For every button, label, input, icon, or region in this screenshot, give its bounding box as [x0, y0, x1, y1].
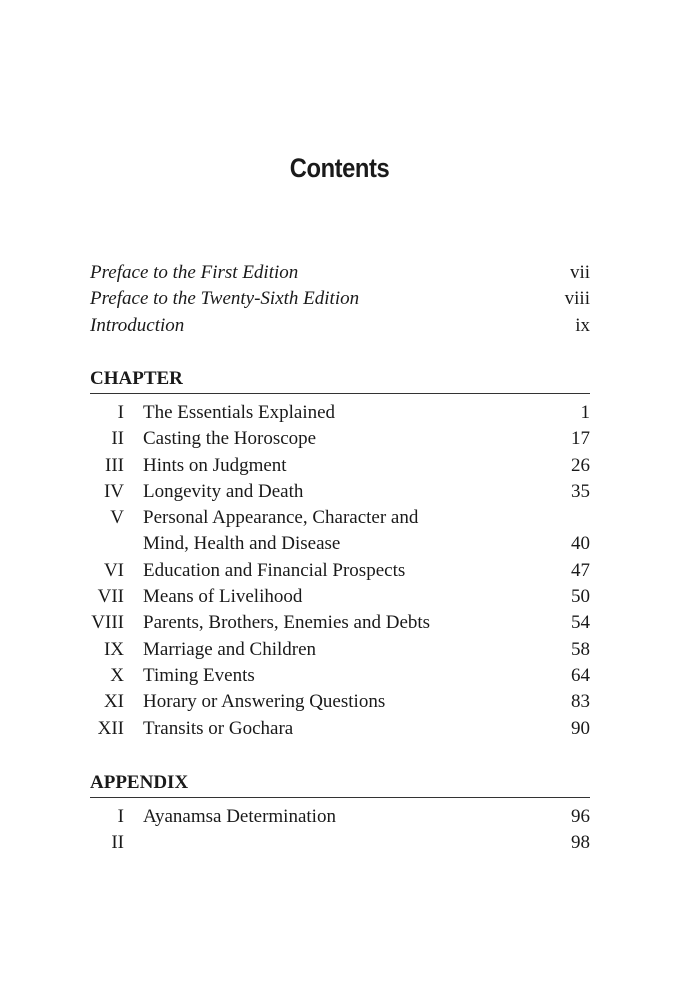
chapter-entry[interactable]	[90, 584, 590, 610]
prelims-list	[90, 260, 590, 339]
appendix-section	[90, 770, 590, 857]
appendix-page: 96	[571, 806, 590, 827]
prelim-page: ix	[575, 314, 590, 336]
chapter-number: V	[110, 507, 124, 529]
chapter-page: 35	[571, 480, 590, 502]
prelim-page: viii	[564, 288, 590, 310]
chapter-page: 83	[571, 691, 590, 713]
appendix-title: Ayanamsa Determination	[143, 806, 336, 827]
chapter-number: XI	[103, 691, 124, 713]
appendix-page: 98	[571, 832, 590, 854]
chapter-title	[124, 505, 540, 558]
chapter-title: Parents, Brothers, Enemies and Debts	[143, 612, 431, 634]
appendix-entry[interactable]	[90, 830, 590, 856]
chapter-title-line: Personal Appearance, Character and	[143, 507, 419, 529]
chapter-title: Horary or Answering Questions	[143, 691, 386, 713]
chapter-number: XII	[97, 717, 124, 739]
chapter-entry[interactable]	[90, 663, 590, 689]
appendix-number: I	[117, 806, 124, 827]
chapter-title-line: Mind, Health and Disease	[143, 533, 341, 555]
chapter-title: Means of Livelihood	[143, 586, 303, 608]
chapter-heading: CHAPTER	[90, 366, 590, 394]
chapter-number: II	[111, 428, 124, 450]
chapter-number: I	[117, 402, 124, 423]
appendix-entry[interactable]	[90, 804, 590, 830]
chapter-title: The Essentials Explained	[143, 402, 336, 423]
chapter-number: IV	[103, 480, 124, 502]
chapter-page: 64	[571, 664, 590, 686]
chapter-entry[interactable]	[90, 505, 590, 558]
chapter-page: 47	[571, 559, 590, 581]
page-title: Contents	[289, 153, 390, 183]
chapter-page: 1	[580, 402, 590, 423]
prelim-title: Preface to the First Edition	[90, 262, 299, 283]
chapter-page: 54	[571, 612, 590, 634]
chapter-list	[90, 400, 590, 742]
chapter-number: IX	[103, 638, 124, 660]
appendix-number: II	[111, 832, 124, 854]
chapter-page: 26	[571, 454, 590, 476]
chapter-entry[interactable]	[90, 426, 590, 452]
chapter-title: Education and Financial Prospects	[143, 559, 406, 581]
chapter-number: III	[105, 454, 124, 476]
appendix-list	[90, 804, 590, 857]
chapter-number: VI	[103, 559, 124, 581]
prelim-item[interactable]	[90, 260, 590, 286]
chapter-title: Marriage and Children	[143, 638, 317, 660]
chapter-entry[interactable]	[90, 689, 590, 715]
prelim-title: Preface to the Twenty-Sixth Edition	[90, 288, 360, 310]
chapter-entry[interactable]	[90, 479, 590, 505]
chapter-page: 17	[571, 428, 590, 450]
chapter-section	[90, 366, 590, 742]
chapter-title: Hints on Judgment	[143, 454, 287, 476]
chapter-entry[interactable]	[90, 558, 590, 584]
chapter-title: Transits or Gochara	[143, 717, 294, 739]
prelim-item[interactable]	[90, 313, 590, 339]
prelim-page: vii	[569, 262, 590, 283]
appendix-heading: APPENDIX	[90, 770, 590, 798]
chapter-number: VII	[97, 586, 124, 608]
chapter-entry[interactable]	[90, 637, 590, 663]
chapter-page: 90	[571, 717, 590, 739]
chapter-page: 50	[571, 586, 590, 608]
prelim-title: Introduction	[90, 314, 185, 336]
chapter-page: 58	[571, 638, 590, 660]
chapter-number: X	[110, 664, 124, 686]
chapter-title: Timing Events	[143, 664, 255, 686]
prelim-item[interactable]	[90, 286, 590, 312]
chapter-page: 40	[571, 533, 590, 555]
chapter-entry[interactable]	[90, 400, 590, 426]
chapter-entry[interactable]	[90, 716, 590, 742]
chapter-entry[interactable]	[90, 453, 590, 479]
chapter-number: VIII	[91, 612, 124, 634]
chapter-title: Longevity and Death	[143, 480, 304, 502]
chapter-title: Casting the Horoscope	[143, 428, 317, 450]
chapter-entry[interactable]	[90, 610, 590, 636]
